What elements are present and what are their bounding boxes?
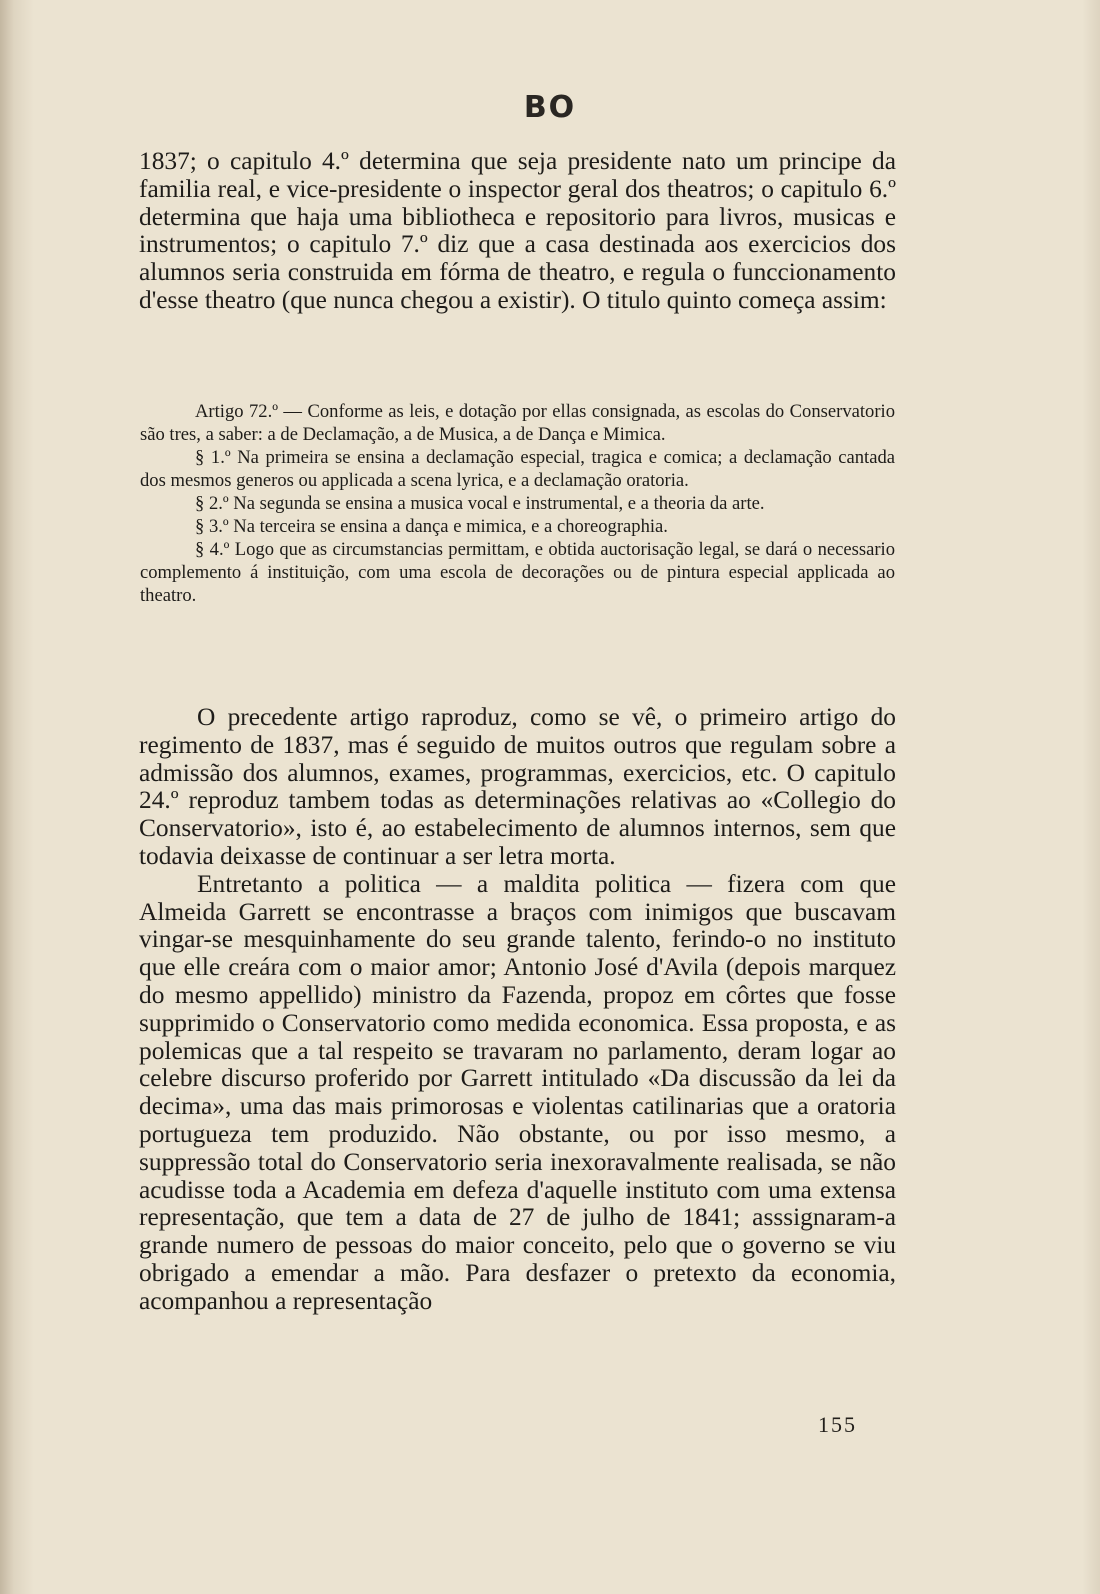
quoted-article-section-2: § 2.º Na segunda se ensina a musica vocal e instrumental, e a theoria da arte. — [195, 493, 765, 514]
intro-text-block — [139, 148, 896, 315]
page-number: 155 — [818, 1412, 857, 1437]
quoted-article-section-3: § 3.º Na terceira se ensina a dança e mimica, e a choreographia. — [195, 516, 668, 537]
quoted-article-section-4: § 4.º Logo que as circumstancias permittam, e obtida auctorisação legal, se dará o necessario complemento á instituição, com uma escola de decorações ou de pintura especial applicada ao theatro. — [140, 539, 895, 606]
quoted-article-section-1: § 1.º Na primeira se ensina a declamação especial, tragica e comica; a declamação cantada dos mesmos generos ou applicada a scena lyrica, e a declamação oratoria. — [140, 447, 895, 491]
quoted-article-main: Artigo 72.º — Conforme as leis, e dotação por ellas consignada, as escolas do Conservatorio são tres, a saber: a de Declamação, a de Musica, a de Dança e Mimica. — [140, 401, 895, 445]
intro-paragraph: 1837; o capitulo 4.º determina que seja presidente nato um principe da familia real, e vice-presidente o inspector geral dos theatros; o capitulo 6.º determina que haja uma bibliotheca e repositorio para livros, musicas e instrumentos; o capitulo 7.º diz que a casa destinada aos exercicios dos alumnos seria construida em fórma de theatro, e regula o funccionamento d'esse theatro (que nunca chegou a existir). O titulo quinto começa assim: — [139, 147, 896, 314]
body-paragraph-2: Entretanto a politica — a maldita politica — fizera com que Almeida Garrett se encontrasse a braços com inimigos que buscavam vingar-se mesquinhamente do seu grande talento, ferindo-o no instituto que elle creára com o maior amor; Antonio José d'Avila (depois marquez do mesmo appellido) ministro da Fazenda, propoz em côrtes que fosse supprimido o Conservatorio como medida economica. Essa proposta, e as polemicas que a tal respeito se travaram no parlamento, deram logar ao celebre discurso proferido por Garrett intitulado «Da discussão da lei da decima», uma das mais primorosas e violentas catilinarias que a oratoria portugueza tem produzido. Não obstante, ou por isso mesmo, a suppressão total do Conservatorio seria inexoravalmente realisada, se não acudisse toda a Academia em defeza d'aquelle instituto com uma extensa representação, que tem a data de 27 de julho de 1841; asssignaram-a grande numero de pessoas do maior conceito, pelo que o governo se viu obrigado a emendar a mão. Para desfazer o pretexto da economia, acompanhou a representação — [139, 869, 896, 1315]
body-paragraph-1: O precedente artigo raproduz, como se vê, o primeiro artigo do regimento de 1837, mas é seguido de muitos outros que regulam sobre a admissão dos alumnos, exames, programmas, exercicios, etc. O capitulo 24.º reproduz tambem todas as determinações relativas ao «Collegio do Conservatorio», isto é, ao estabelecimento de alumnos internos, sem que todavia deixasse de continuar a ser letra morta. — [139, 703, 896, 870]
main-text-block — [139, 704, 896, 1316]
page-header-mark: BO — [523, 90, 577, 125]
quoted-article-block — [140, 400, 895, 607]
